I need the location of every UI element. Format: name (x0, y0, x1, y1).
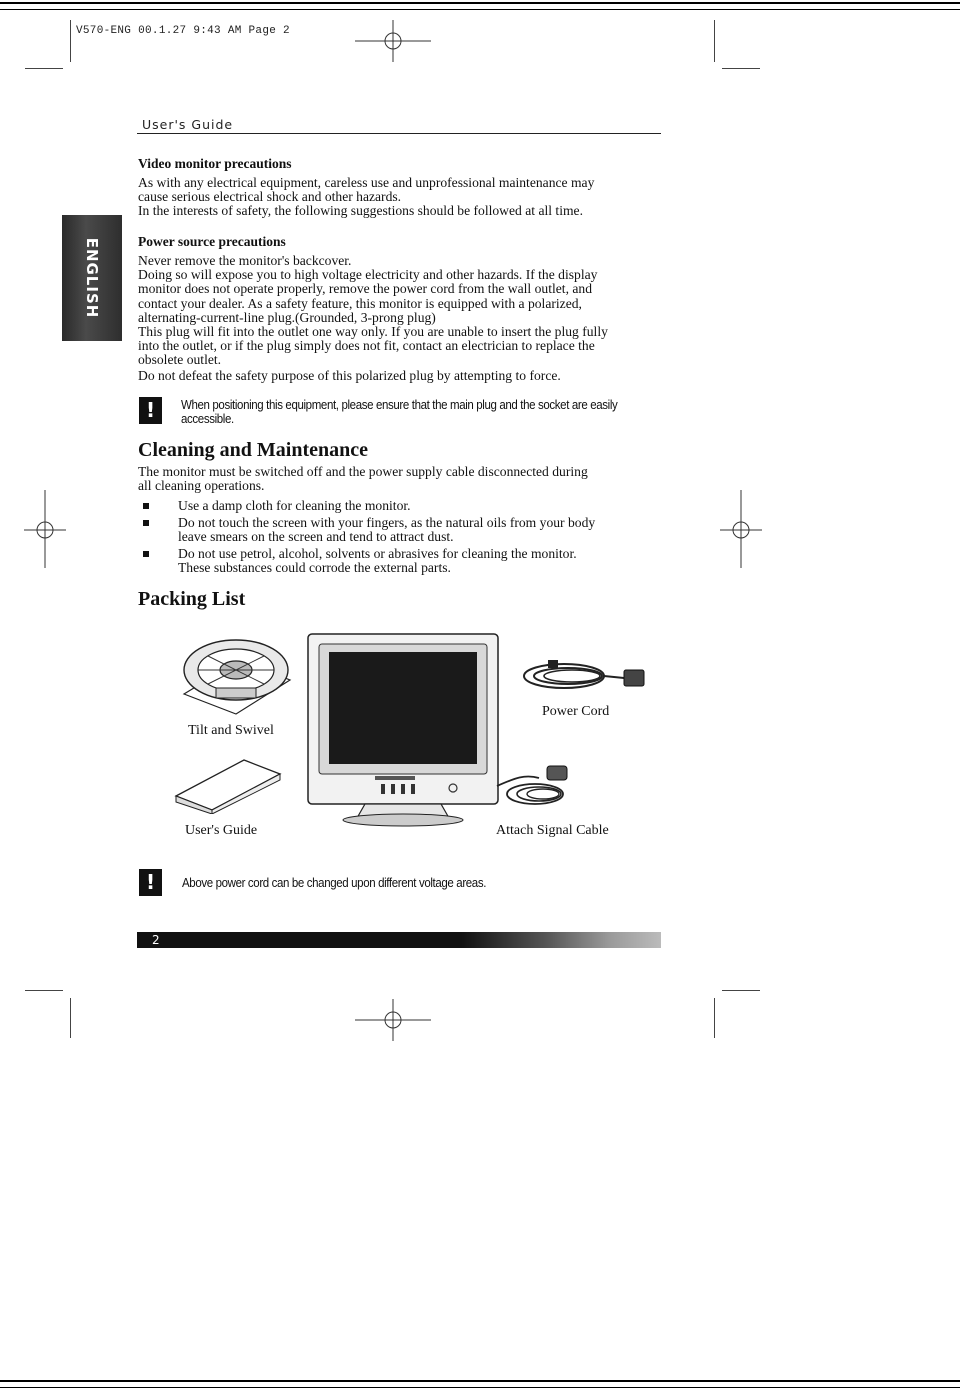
crop-mark (714, 20, 715, 62)
text-line: Do not use petrol, alcohol, solvents or abrasives for cleaning the monitor. (178, 546, 577, 561)
crop-mark (25, 990, 63, 991)
text-line: leave smears on the screen and tend to attract dust. (178, 529, 454, 545)
text-line: accessible. (181, 412, 234, 426)
running-header: User's Guide (142, 117, 234, 132)
registration-mark-top (355, 20, 431, 62)
registration-mark-right (720, 490, 762, 568)
registration-mark-bottom (355, 999, 431, 1041)
bottom-border (0, 1380, 960, 1388)
section-heading-packing: Packing List (138, 588, 246, 610)
signal-cable-illustration (495, 764, 575, 812)
crop-mark (25, 68, 63, 69)
power-cord-illustration (512, 656, 650, 696)
power-paragraph (138, 254, 608, 383)
text-line: This plug will fit into the outlet one way only. If you are unable to insert the plug fully (138, 324, 608, 340)
print-slug: V570-ENG 00.1.27 9:43 AM Page 2 (76, 25, 290, 37)
text-line: These substances could corrode the external parts. (178, 560, 451, 576)
crop-mark (722, 68, 760, 69)
text-line: Use a damp cloth for cleaning the monitor. (178, 498, 411, 513)
warning-icon: ! (139, 397, 162, 424)
header-rule (137, 133, 661, 134)
text-line: Do not defeat the safety purpose of this polarized plug by attempting to force. (138, 367, 561, 383)
tilt-swivel-illustration (178, 634, 294, 716)
cleaning-intro (138, 465, 588, 493)
crop-mark (70, 20, 71, 62)
monitor-illustration (305, 632, 501, 828)
users-guide-illustration (174, 758, 284, 814)
footer-bar (137, 932, 661, 948)
text-line: Do not touch the screen with your fingers, as the natural oils from your body (178, 515, 596, 530)
text-line: As with any electrical equipment, careless use and unprofessional maintenance may (138, 175, 595, 190)
warning-text: Above power cord can be changed upon different voltage areas. (182, 876, 487, 890)
text-line: contact your dealer. As a safety feature, this monitor is equipped with a polarized, (138, 295, 582, 311)
packing-item-tilt-swivel: Tilt and Swivel (188, 723, 274, 738)
crop-mark (714, 998, 715, 1038)
text-line: In the interests of safety, the following suggestions should be followed at all time. (138, 203, 583, 219)
text-line: obsolete outlet. (138, 352, 222, 368)
packing-item-users-guide: User's Guide (185, 823, 258, 838)
text-line: alternating-current-line plug.(Grounded, 3-prong plug) (138, 309, 436, 325)
text-line: Never remove the monitor's backcover. (138, 253, 352, 268)
bullet-marker (143, 503, 149, 509)
language-tab (62, 215, 122, 341)
text-line: Doing so will expose you to high voltage electricity and other hazards. If the display (138, 267, 598, 283)
crop-mark (722, 990, 760, 991)
text-line: monitor does not operate properly, remove the power cord from the wall outlet, and (138, 281, 592, 297)
bullet-marker (143, 551, 149, 557)
section-heading-cleaning: Cleaning and Maintenance (138, 439, 369, 461)
section-heading-video: Video monitor precautions (138, 156, 292, 171)
text-line: The monitor must be switched off and the power supply cable disconnected during (138, 464, 588, 479)
registration-mark-left (24, 490, 66, 568)
bullet-marker (143, 520, 149, 526)
bullet-item (178, 499, 411, 513)
text-line: into the outlet, or if the plug simply does not fit, contact an electrician to replace the (138, 338, 595, 354)
page-number: 2 (152, 933, 160, 947)
text-line: cause serious electrical shock and other hazards. (138, 189, 402, 205)
crop-mark (70, 998, 71, 1038)
text-line: all cleaning operations. (138, 478, 265, 494)
text-line: When positioning this equipment, please ensure that the main plug and the socket are easily (181, 398, 618, 412)
packing-item-power-cord: Power Cord (542, 704, 610, 719)
packing-item-signal-cable: Attach Signal Cable (496, 823, 609, 838)
section-heading-power: Power source precautions (138, 234, 286, 249)
warning-icon: ! (139, 869, 162, 896)
top-border (0, 2, 960, 10)
language-tab-label: ENGLISH (83, 237, 101, 319)
bullet-item (178, 516, 595, 544)
warning-text (181, 398, 617, 426)
bullet-item (178, 547, 577, 575)
video-paragraph (138, 176, 594, 219)
